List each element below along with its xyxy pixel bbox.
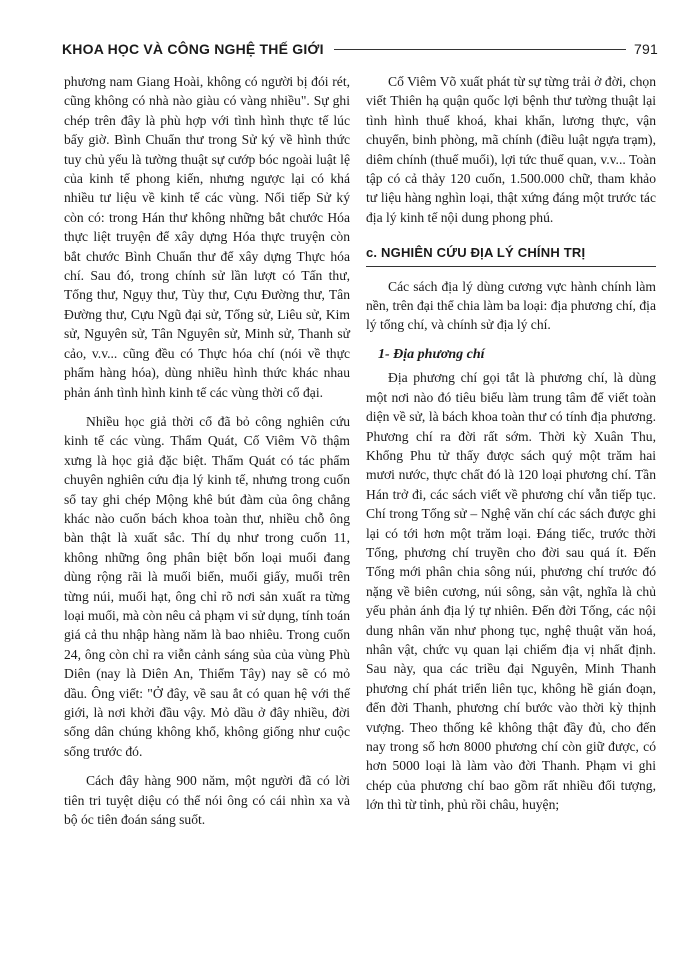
subsection-heading: 1- Địa phương chí: [378, 346, 485, 362]
paragraph: Địa phương chí gọi tắt là phương chí, là dùng một nơi nào đó tiêu biểu làm trung tâm để viết toàn diện về sử, là bách khoa toàn thư có tính địa phương. Phương chí ra đời rất sớm. Thời kỳ Xuân Thu, Khổng Phu tử thấy được sách quý một trăm hai mươi nước, thực chất đó là 120 loại phương chí. Tần Hán trở đi, các sách viết về phương chí vẫn tiếp tục. Chí trong Tống sử – Nghệ văn chí các sách được ghi lại có tới hơn một trăm loại. Đáng tiếc, trước thời Tống, phương chí truyền cho đời sau quá ít. Đến Tống mới phân chia sông núi, phương chí trước đó nặng về biên cương, núi sông, sản vật, nghĩa là chủ yếu phản ánh địa lý tự nhiên. Đến đời Tống, các nội dung nhân văn như phong tục, nghệ thuật văn hoá, nhân vật, chức vụ quan lại chiếm địa vị nhất định. Sau này, qua các triều đại Nguyên, Minh Thanh phương chí phát triển liên tục, không hề gián đoạn, đến đời Thanh, phương chí bước vào thời kỳ thịnh vượng. Theo thống kê không thật đầy đủ, cho đến nay trong số hơn 8000 phương chí còn giữ được, có hơn 5000 loại là làm vào đời Thanh. Phạm vi ghi chép của phương chí bao gồm rất nhiều đối tượng, lớn thì từ tỉnh, phủ rồi châu, huyện;: [366, 370, 656, 813]
left-column: [64, 72, 350, 829]
paragraph: Cách đây hàng 900 năm, một người đã có lời tiên tri tuyệt diệu có thể nói ông có cái nhìn xa và bộ óc tiên đoán sáng suốt.: [64, 773, 350, 828]
running-header: [62, 38, 658, 60]
page-number: 791: [634, 41, 658, 57]
paragraph: Nhiều học giả thời cổ đã bỏ công nghiên cứu kinh tế các vùng. Thẩm Quát, Cố Viêm Võ thậm xưng là học giả đặc biệt. Thẩm Quát có tác phẩm chuyên nghiên cứu địa lý kinh tế, nhưng trong cuốn sổ tay ghi chép Mộng khê bút đàm của ông chẳng khác nào cuốn bách khoa toàn thư, nhiều chỗ ông bàn thật là xuất sắc. Thí dụ như trong cuốn 11, không những ông phân biệt bốn loại muối đang dùng rộng rãi là muối biển, muối giấy, muối trên từng núi, muối hạt, ông chỉ rõ nơi sản xuất ra từng loại muối, mà còn nêu cả phạm vi sử dụng, tính toán giá cả thu nhập hàng năm là bao nhiêu. Trong cuốn 24, ông còn chỉ ra viễn cảnh sáng sủa của vùng Phù Diên (nay là Diên An, Thiểm Tây) nay sẽ có mỏ dầu. Ông viết: "Ở đây, về sau ắt có quan hệ với thế giới, là nơi khởi đầu vậy. Mỏ dầu ở đây nhiều, đời sống dân chúng không khổ, không giống như cuộc sống trước đó.: [64, 413, 350, 759]
header-rule: [334, 49, 626, 50]
paragraph: phương nam Giang Hoài, không có người bị đói rét, cũng không có nhà nào giàu có vàng nhiều". Sự ghi chép trên đây là phù hợp với tình hình thực tế lúc bấy giờ. Bình Chuẩn thư trong Sử ký về hình thức tuy chủ yếu là tường thuật sự cướp bóc ngoài luật lệ của kinh tế phong kiến, nhưng ngược lại có khá nhiều tư liệu về kinh tế các vùng. Nối tiếp Sử ký còn có: trong Hán thư không những bắt chước Hóa thực liệt truyện để xây dựng Hóa thực truyện còn bắt chước Bình Chuẩn thư để xây dựng Thực hóa chí. Sau đó, trong chính sử lần lượt có Tấn thư, Tống thư, Ngụy thư, Tùy thư, Cựu Đường thư, Tân Đường thư, Cựu Ngũ đại sử, Tống sử, Liêu sử, Kim sử, Nguyên sử, Tân Nguyên sử, Minh sử, Thanh sử cảo, v.v... cũng đều có Thực hóa chí (nói về thực phẩm hàng hóa), dùng nhiều hình thức khác nhau phản ánh tình hình kinh tế các vùng thời cổ đại.: [64, 74, 350, 400]
paragraph: Cố Viêm Võ xuất phát từ sự từng trải ở đời, chọn viết Thiên hạ quận quốc lợi bệnh thư tường thuật lại tình hình thuế khoá, khai khẩn, lương thực, vận chuyển, binh phòng, mã chính (điều luật ngựa trạm), diêm chính (thuế muối), lợi tức thuế quan, v.v... Toàn tập có cả thảy 120 cuốn, 1.500.000 chữ, tham khảo tư liệu hàng nghìn loại, thật xứng đáng một trước tác địa lý kinh tế nội dung phong phú.: [366, 74, 656, 225]
right-column: [366, 72, 656, 815]
header-title: KHOA HỌC VÀ CÔNG NGHỆ THẾ GIỚI: [62, 41, 324, 57]
paragraph: Các sách địa lý dùng cương vực hành chính làm nền, trên đại thể chia làm ba loại: địa phương chí, địa lý tổng chí, và chính sử địa lý chí.: [366, 278, 656, 333]
section-heading: c. NGHIÊN CỨU ĐỊA LÝ CHÍNH TRỊ: [366, 243, 656, 266]
